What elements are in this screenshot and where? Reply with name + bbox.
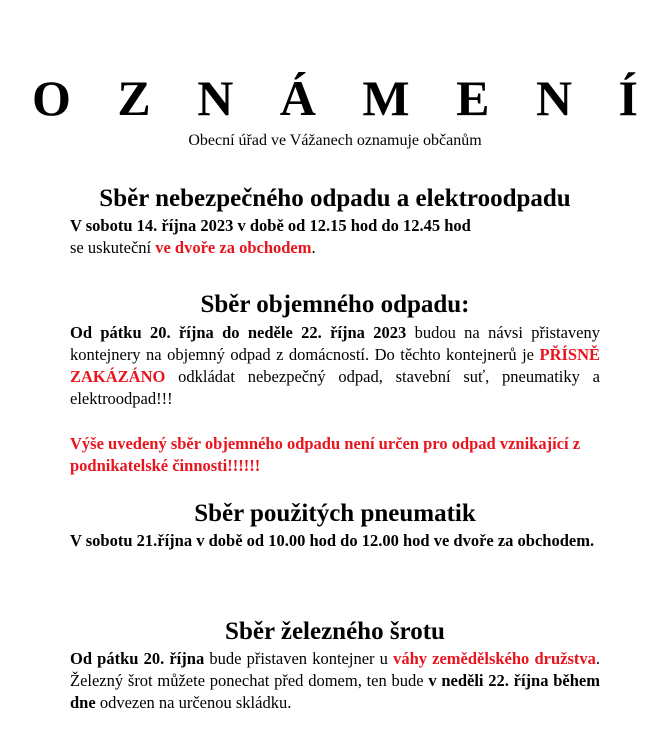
bulky-waste-text-2: odkládat nebezpečný odpad, stavební suť, pneumatiky a elektroodpad!!! xyxy=(70,367,600,408)
section-heading-scrap-iron: Sběr železného šrotu xyxy=(225,618,445,645)
scrap-pickup-date: v neděli 22. října během dne xyxy=(70,671,600,712)
bulky-waste-date: Od pátku 20. října do neděle 22. října 2023 xyxy=(70,323,407,342)
section-body-hazardous-waste xyxy=(70,215,600,259)
section-heading-tires: Sběr použitých pneumatik xyxy=(194,500,476,527)
section-body-bulky-waste xyxy=(70,322,600,410)
section-heading-bulky-waste: Sběr objemného odpadu: xyxy=(200,291,470,318)
scrap-location: váhy zemědělského družstva xyxy=(393,649,596,668)
location-prefix: se uskuteční xyxy=(70,238,156,257)
scrap-text-2: . Železný šrot můžete ponechat před domem, ten bude xyxy=(70,649,600,690)
hazardous-waste-date: V sobotu 14. října 2023 v době od 12.15 hod do 12.45 hod xyxy=(70,216,471,235)
scrap-date: Od pátku 20. října xyxy=(70,649,205,668)
location-highlight: ve dvoře za obchodem xyxy=(155,238,312,257)
tires-text: V sobotu 21.října v době od 10.00 hod do 12.00 hod ve dvoře za obchodem. xyxy=(70,531,595,550)
scrap-text-1: bude přistaven kontejner u xyxy=(204,649,394,668)
section-heading-hazardous-waste: Sběr nebezpečného odpadu a elektroodpadu xyxy=(99,185,571,212)
section-body-scrap-iron xyxy=(70,648,600,714)
forbidden-notice: PŘÍSNĚ ZAKÁZÁNO xyxy=(70,345,600,386)
bulky-waste-text-1: budou na návsi přistaveny kontejnery na objemný odpad z domácností. Do těchto kontejnerů je xyxy=(70,323,600,364)
hazardous-waste-location xyxy=(70,237,600,259)
page-title: O Z N Á M E N Í xyxy=(31,70,656,126)
scrap-text-3: odvezen na určenou skládku. xyxy=(95,693,292,712)
page-subtitle: Obecní úřad ve Vážanech oznamuje občanům xyxy=(188,132,482,149)
bulky-waste-warning: Výše uvedený sběr objemného odpadu není určen pro odpad vznikající z podnikatelské činnosti!!!!!! xyxy=(70,434,581,475)
location-suffix: . xyxy=(311,238,316,257)
